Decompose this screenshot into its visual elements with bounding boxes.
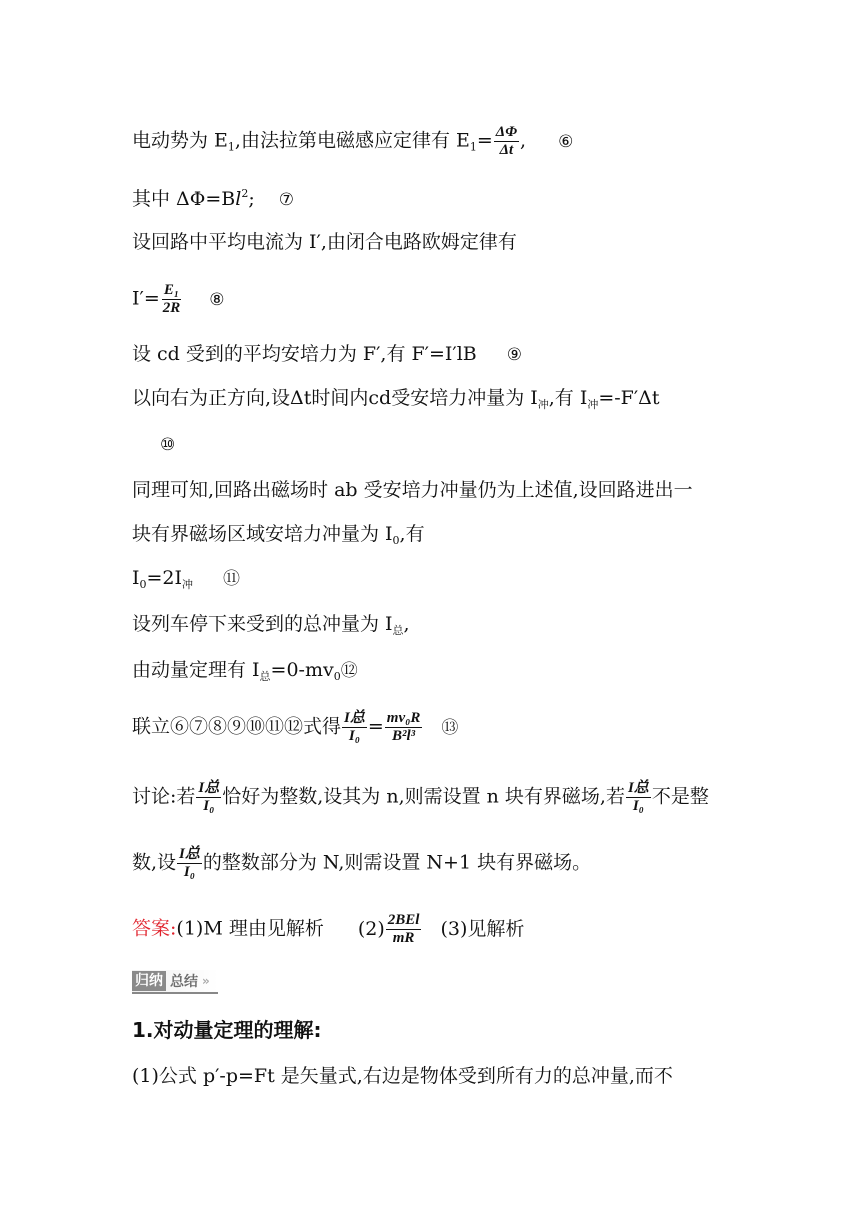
superscript: 2 xyxy=(241,187,249,200)
line-ampere-force xyxy=(132,340,522,369)
fraction-numerator: I总 xyxy=(179,846,200,862)
text-segment: 由动量定理有 I xyxy=(132,659,260,681)
line-average-current xyxy=(132,228,517,256)
fraction-denominator: I₀ xyxy=(632,798,644,814)
subscript: 冲 xyxy=(182,578,194,591)
text-segment: 不是整 xyxy=(651,785,709,808)
fraction-denominator: Δt xyxy=(499,142,514,158)
line-current-formula xyxy=(132,282,225,317)
fraction-denominator: I₀ xyxy=(183,864,195,880)
text-segment: l xyxy=(235,188,242,210)
text-segment: ,有 xyxy=(399,523,425,545)
text-segment: 联立⑥⑦⑧⑨⑩⑪⑫式得 xyxy=(132,715,342,738)
text-segment: 讨论:若 xyxy=(132,785,196,808)
fraction-denominator: B²l³ xyxy=(391,728,416,744)
text-segment: ; xyxy=(248,188,255,210)
fraction-numerator: I总 xyxy=(344,710,365,726)
equation-number: ⑦ xyxy=(278,190,294,210)
equation-number: ⑬ xyxy=(441,717,459,738)
text-segment: =2I xyxy=(146,567,183,589)
line-impulse xyxy=(132,384,660,419)
text-segment: = xyxy=(476,129,493,152)
text-segment: , xyxy=(403,613,410,635)
fraction-itotal-i0 xyxy=(177,846,202,881)
fraction-denominator: I₀ xyxy=(203,798,215,814)
text-segment: =0-mv xyxy=(270,659,334,681)
text-segment: (2) xyxy=(357,917,385,940)
chevron-right-icon: » xyxy=(202,974,210,988)
text-segment: (3)见解析 xyxy=(440,917,525,940)
subscript: 总 xyxy=(259,670,271,683)
line-answer xyxy=(132,912,524,947)
text-segment: 设 cd 受到的平均安培力为 F′,有 F′=I′lB xyxy=(132,343,477,365)
summary-badge xyxy=(132,970,218,994)
fraction-e1-2r xyxy=(161,282,183,317)
badge-part1: 归纳 xyxy=(132,971,166,991)
line-mark-10 xyxy=(160,430,175,459)
text-segment: 数,设 xyxy=(132,851,177,874)
equation-number: ⑧ xyxy=(209,289,225,310)
fraction-numerator: I总 xyxy=(627,780,649,796)
subscript: 0 xyxy=(392,534,400,547)
fraction-numerator: I总 xyxy=(198,780,220,796)
fraction-itotal-i0 xyxy=(626,780,651,815)
fraction-itotal-i0 xyxy=(342,710,367,745)
fraction-2bel-mr xyxy=(386,912,422,947)
subscript: 总 xyxy=(392,624,404,637)
text-segment: (1)M 理由见解析 xyxy=(176,917,324,940)
subscript: 冲 xyxy=(537,398,549,411)
text-segment: I xyxy=(132,567,140,589)
text-segment: 设回路中平均电流为 I′,由闭合电路欧姆定律有 xyxy=(132,231,517,253)
text-segment: 电动势为 E xyxy=(132,129,228,152)
line-emf-faraday xyxy=(132,124,573,162)
subscript: 1 xyxy=(469,140,477,154)
subscript: 0 xyxy=(139,578,147,591)
text-segment: 以向右为正方向,设Δt时间内cd受安培力冲量为 I xyxy=(132,387,538,409)
subscript: 冲 xyxy=(587,398,599,411)
fraction-numerator: E₁ xyxy=(163,282,180,298)
fraction-numerator: ΔΦ xyxy=(495,124,518,140)
fraction-denominator: I₀ xyxy=(348,728,360,744)
equation-number: ⑩ xyxy=(160,435,176,455)
line-delta-phi xyxy=(132,180,294,214)
fraction-numerator: mv₀R xyxy=(386,710,421,726)
subscript: 0 xyxy=(333,670,341,683)
text-segment: 块有界磁场区域安培力冲量为 I xyxy=(132,523,393,545)
fraction-itotal-i0 xyxy=(196,780,221,815)
fraction-denominator: 2R xyxy=(162,300,181,316)
line-similarly xyxy=(132,476,693,504)
text-segment: 同理可知,回路出磁场时 ab 受安培力冲量仍为上述值,设回路进出一 xyxy=(132,479,693,501)
equation-number: ⑪ xyxy=(223,569,241,589)
text-segment: ,有 I xyxy=(548,387,588,409)
line-discussion-cont xyxy=(132,846,591,881)
subscript: 1 xyxy=(227,140,235,154)
text-segment: ,由法拉第电磁感应定律有 E xyxy=(234,129,470,152)
fraction-denominator: mR xyxy=(392,930,415,946)
text-segment: = xyxy=(367,715,384,738)
badge-part2: 总结 xyxy=(170,974,198,990)
text-segment: 恰好为整数,设其为 n,则需设置 n 块有界磁场,若 xyxy=(222,785,625,808)
text-segment: 设列车停下来受到的总冲量为 I xyxy=(132,613,393,635)
equation-number: ⑥ xyxy=(558,131,574,152)
fraction-mv0r xyxy=(385,710,423,745)
line-field-region xyxy=(132,520,425,555)
text-segment: 其中 ΔΦ=B xyxy=(132,188,236,210)
line-discussion xyxy=(132,780,709,815)
line-momentum-understanding: (1)公式 p′-p=Ft 是矢量式,右边是物体受到所有力的总冲量,而不 xyxy=(132,1065,673,1087)
fraction-numerator: 2BEl xyxy=(387,912,420,928)
equation-number: ⑫ xyxy=(340,661,358,681)
line-combined-result xyxy=(132,710,458,745)
answer-label: 答案: xyxy=(132,917,177,940)
text-segment: =-F′Δt xyxy=(598,387,660,409)
line-momentum-theorem xyxy=(132,656,358,691)
text-segment: , xyxy=(520,129,527,152)
fraction-dphi-dt xyxy=(494,124,519,159)
text-segment: 的整数部分为 N,则需设置 N+1 块有界磁场。 xyxy=(202,851,592,874)
equation-number: ⑨ xyxy=(506,345,523,365)
line-i0 xyxy=(132,564,240,599)
line-total-impulse xyxy=(132,610,410,645)
text-segment: I′= xyxy=(132,287,160,310)
section-title: 1.对动量定理的理解: xyxy=(132,1018,322,1042)
